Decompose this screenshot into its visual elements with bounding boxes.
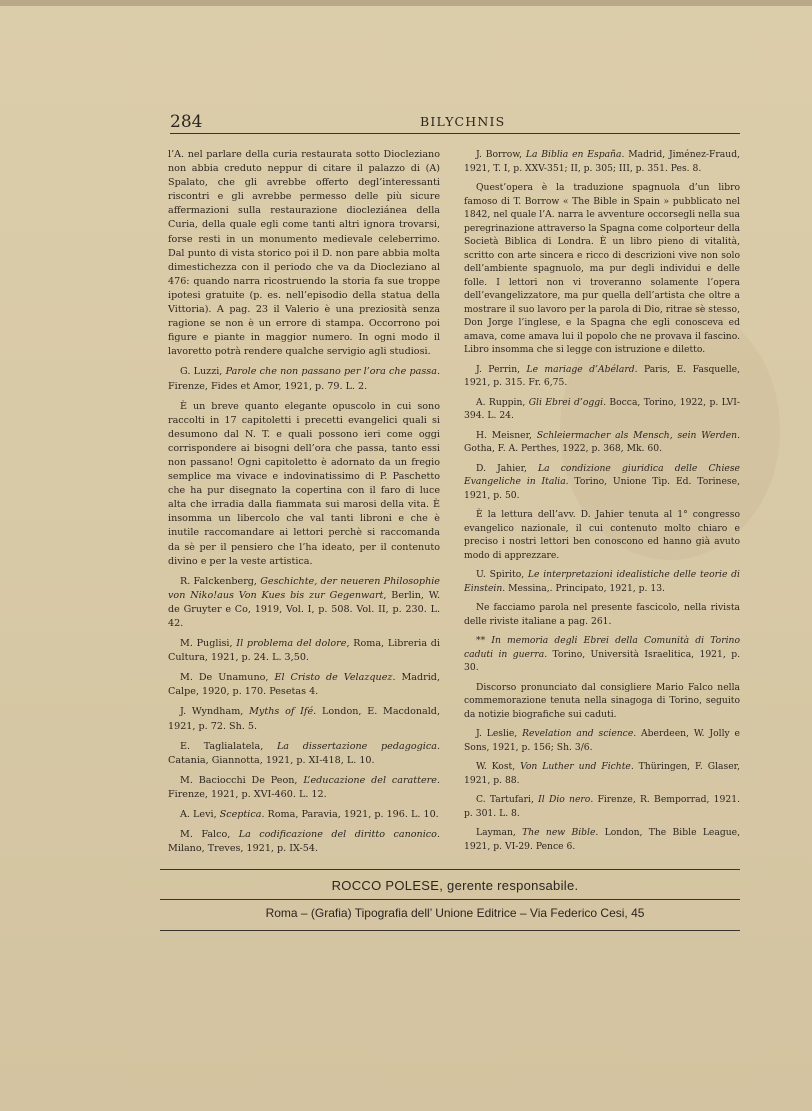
- footer-rule-top: [160, 869, 740, 870]
- entry-details: . Milano, Treves, 1921, p. IX-54.: [168, 829, 440, 855]
- bibliography-entry: [464, 568, 740, 595]
- entry-details: . Torino, Università Israelitica, 1921, p. 30.: [464, 648, 740, 673]
- entry-details: . Paris, E. Fasquelle, 1921, p. 315. Fr. 6,75.: [464, 363, 741, 388]
- page-edge: [0, 0, 812, 6]
- imprint-line: Roma – (Grafia) Tipografia dell’ Unione Editrice – Via Federico Cesi, 45: [265, 906, 645, 920]
- bibliography-entry: [168, 808, 440, 822]
- entry-author: U. Spirito,: [476, 569, 528, 580]
- entry-title: Myths of Ifé: [249, 706, 314, 718]
- bibliography-entry: [168, 637, 440, 665]
- entry-title: Geschichte, der neueren Philosophie von Niko!aus Von Kues bis zur Gegenwart: [168, 575, 440, 601]
- entry-title: Il Dio nero: [538, 794, 591, 805]
- entry-details: . Gotha, F. A. Perthes, 1922, p. 368, Mk. 60.: [464, 429, 740, 454]
- entry-details: . London, The Bible League, 1921, p. VI-29. Pence 6.: [464, 827, 740, 852]
- review-paragraph: È un breve quanto elegante opuscolo in cui sono raccolti in 17 capitoletti i precetti evangelici quali si desumono dal N. T. e quali possono ieri come oggi corrispondere ai bisogni dell’ora che passa, tanto essi non passano! Ogni capitoletto è adornato da un fregio semplice ma vivace e indovinatissimo di P. Paschetto che ha pur disegnato la copertina con il faro di luce alta che irradia dalla fiammata sui marosi della vita. È insomma un libercolo che val tanti libroni e che è inutile raccomandare ai lettori perchè si raccomanda da sè per il pensiero che l’ha ideato, per il contenuto divino e per la veste artistica.: [168, 400, 440, 567]
- entry-author: H. Meisner,: [476, 429, 537, 441]
- entry-author: R. Falckenberg,: [180, 575, 261, 587]
- entry-details: . Thüringen, F. Glaser, 1921, p. 88.: [464, 761, 740, 786]
- bibliography-entry: [464, 793, 740, 820]
- review-paragraph: Ne facciamo parola nel presente fascicolo, nella rivista delle riviste italiane a pag. 261.: [464, 602, 740, 627]
- footer-rule-bottom: [160, 930, 740, 931]
- entry-details: . Aberdeen, W. Jolly e Sons, 1921, p. 156; Sh. 3/6.: [464, 728, 740, 753]
- review-paragraph: È la lettura dell’avv. D. Jahier tenuta al 1° congresso evangelico nazionale, il cui contenuto molto chiaro e preciso i nostri lettori ben conoscono ed hanno già avuto modo di apprezzare.: [464, 509, 740, 561]
- bibliography-entry: [464, 727, 740, 754]
- entry-title: Parole che non passano per l’ora che passa: [225, 366, 437, 378]
- bibliography-entry: [464, 396, 740, 423]
- page-header: [170, 112, 740, 134]
- bibliography-entry: [464, 363, 740, 390]
- bibliography-entry: [464, 148, 740, 175]
- entry-author: **: [476, 635, 492, 646]
- bibliography-entry: [168, 705, 440, 733]
- running-title: BILYCHNIS: [420, 114, 506, 129]
- entry-details: . Catania, Giannotta, 1921, p. XI-418, L. 10.: [168, 740, 440, 766]
- entry-title: La Biblia en España: [525, 149, 622, 160]
- entry-author: J. Wyndham,: [180, 706, 250, 718]
- entry-author: A. Ruppin,: [476, 396, 529, 408]
- entry-title: In memoria degli Ebrei della Comunità di Torino caduti in guerra: [464, 635, 740, 660]
- entry-title: La dissertazione pedagogica: [276, 740, 437, 752]
- footer-rule-middle: [160, 899, 740, 900]
- bibliography-entry: [464, 462, 740, 503]
- entry-title: Revelation and science: [522, 728, 634, 739]
- entry-author: J. Perrin,: [476, 363, 527, 375]
- entry-title: La codificazione del diritto canonico: [238, 829, 437, 841]
- entry-details: . Firenze, 1921, p. XVI-460. L. 12.: [168, 774, 440, 800]
- entry-details: . Firenze, R. Bemporrad, 1921. p. 301. L. 8.: [464, 794, 740, 819]
- gerente-line: ROCCO POLESE, gerente responsabile.: [331, 878, 579, 893]
- entry-author: A. Levi,: [180, 809, 220, 821]
- entry-author: E. Taglialatela,: [180, 740, 277, 752]
- bibliography-entry: [168, 575, 440, 631]
- bibliography-entry: [168, 828, 440, 856]
- entry-details: . London, E. Macdonald, 1921, p. 72. Sh. 5.: [168, 706, 441, 732]
- entry-author: D. Jahier,: [476, 462, 539, 474]
- bibliography-entry: [168, 671, 440, 699]
- entry-title: Gli Ebrei d’oggi: [528, 396, 604, 408]
- entry-author: M. De Unamuno,: [180, 672, 275, 684]
- bibliography-entry: [168, 740, 440, 768]
- entry-title: The new Bible: [522, 827, 596, 838]
- entry-author: J. Leslie,: [476, 728, 523, 739]
- entry-title: L’educazione del carattere: [303, 774, 437, 786]
- entry-title: Le interpretazioni idealistiche delle teorie di Einstein: [464, 569, 740, 594]
- entry-title: El Cristo de Velazquez: [274, 672, 393, 684]
- bibliography-entry: [464, 429, 740, 456]
- entry-details: , Roma, Libreria di Cultura, 1921, p. 24. L. 3,50.: [168, 638, 440, 664]
- entry-title: La condizione giuridica delle Chiese Evangeliche in Italia: [464, 462, 740, 487]
- bibliography-entry: [168, 774, 440, 802]
- entry-details: , Berlin, W. de Gruyter e Co, 1919, Vol. I, p. 508. Vol. II, p. 230. L. 42.: [168, 589, 440, 629]
- bibliography-entry: [168, 365, 440, 393]
- entry-author: C. Tartufari,: [476, 794, 539, 805]
- entry-title: Von Luther und Fichte: [520, 761, 631, 772]
- review-paragraph: Discorso pronunciato dal consigliere Mario Falco nella commemorazione tenuta nella sinagoga di Torino, seguito da notizie biografiche sui caduti.: [464, 681, 740, 720]
- left-column: [168, 148, 440, 862]
- entry-details: . Messina,. Principato, 1921, p. 13.: [502, 582, 665, 594]
- review-paragraph: Quest’opera è la traduzione spagnuola d’un libro famoso di T. Borrow « The Bible in Spain » pubblicato nel 1842, nel quale l’A. narra le avventure occorsegli nella sua peregrinazione attraverso la Spagna come colporteur della Società Biblica di Londra. È un libro pieno di vitalità, scritto con arte sincera e ricco di descrizioni vive non solo dell’ambiente spagnuolo, ma pur degli individui e delle folle. I lettori non vi troveranno solamente l’opera dell’evangelizzatore, ma pur quella dell’artista che oltre a mostrare il suo lavoro per la parola di Dio, ritrae sè stesso, Don Jorge l’inglese, e la Spagna che egli conosceva ed amava, come amava lui il popolo che ne provava il fascino. Libro insomma che si legge con istruzione e diletto.: [464, 182, 740, 355]
- entry-author: W. Kost,: [476, 761, 521, 772]
- entry-details: . Madrid, Calpe, 1920, p. 170. Pesetas 4.: [168, 672, 440, 698]
- entry-details: . Roma, Paravia, 1921, p. 196. L. 10.: [261, 809, 439, 821]
- entry-author: Layman,: [476, 827, 523, 838]
- entry-author: M. Puglisi,: [180, 638, 237, 650]
- entry-author: M. Falco,: [180, 829, 239, 841]
- entry-details: . Firenze, Fides et Amor, 1921, p. 79. L. 2.: [168, 366, 440, 392]
- right-column: [464, 148, 740, 859]
- entry-title: Le mariage d’Abélard: [526, 363, 635, 375]
- entry-details: . Madrid, Jiménez-Fraud, 1921, T. I, p. XXV-351; II, p. 305; III, p. 351. Pes. 8.: [464, 149, 740, 174]
- entry-details: . Bocca, Torino, 1922, p. LVI-394. L. 24.: [464, 396, 740, 421]
- entry-author: M. Baciocchi De Peon,: [180, 774, 304, 786]
- continued-paragraph: l’A. nel parlare della curia restaurata sotto Diocleziano non abbia creduto neppur di citare il palazzo di (A) Spalato, che gli avrebbe offerto degl’interessanti riscontri e gli avrebbe permesso delle più sicure affermazioni sulla restaurazione diocleziánea della Curia, della quale egli come tanti altri ignora trovarsi, forse resti in un monumento medievale celeberrimo. Dal punto di vista storico poi il D. non pare abbia molta dimestichezza con il periodo che va da Diocleziano al 476: quando narra ricostruendo la storia fa sue troppe ipotesi gratuite (p. es. nell’episodio della statua della Vittoria). A pag. 23 il Valerio è una preziosità senza ragione se non è un errore di stampa. Occorrono poi figure e piante in maggior numero. In ogni modo il lavoretto potrà rendere qualche servigio agli studiosi.: [168, 149, 440, 358]
- entry-title: Schleiermacher als Mensch, sein Werden: [536, 429, 738, 441]
- entry-details: . Torino, Unione Tip. Ed. Torinese, 1921, p. 50.: [464, 476, 740, 501]
- entry-author: J. Borrow,: [476, 149, 526, 160]
- header-rule: [170, 133, 740, 134]
- entry-title: Sceptica: [219, 809, 262, 821]
- bibliography-entry: [464, 826, 740, 853]
- entry-title: Il problema del dolore: [236, 638, 347, 650]
- page-number: 284: [170, 112, 203, 132]
- entry-author: G. Luzzi,: [180, 366, 226, 378]
- bibliography-entry: [464, 634, 740, 675]
- bibliography-entry: [464, 760, 740, 787]
